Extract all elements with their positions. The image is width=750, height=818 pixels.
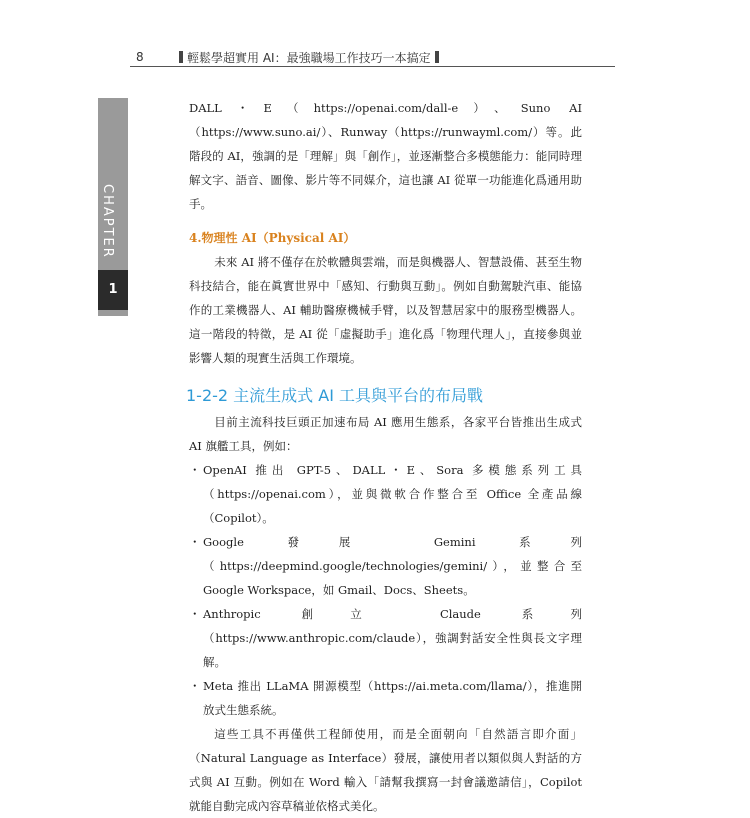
- physical-ai-paragraph: 未來 AI 將不僅存在於軟體與雲端，而是與機器人、智慧設備、甚至生物科技結合，能在眞實世界中「感知、行動與互動」。例如自動駕駛汽車、能協作的工業機器人、AI 輔助醫療機械手臂，以及智慧居家中的服務型機器人。這一階段的特徵，是 AI 從「虛擬助手」進化爲「物理代理人」，直接參與並影響人類的現實生活與工作環境。: [189, 255, 582, 365]
- list-item: [189, 530, 582, 602]
- closing-paragraph: 這些工具不再僅供工程師使用，而是全面朝向「自然語言即介面」（Natural Language as Interface）發展，讓使用者以類似與人對話的方式與 AI 互動。例如在 Word 輸入「請幫我撰寫一封會議邀請信」，Copilot 就能自動完成內容草稿並依格式美化。: [189, 727, 582, 813]
- title-bar-right: [435, 51, 439, 63]
- book-title: 輕鬆學超實用 AI：最強職場工作技巧一本搞定: [187, 51, 431, 65]
- chapter-number-box: [98, 270, 128, 310]
- list-item-text: Meta 推出 LLaMA 開源模型（https://ai.meta.com/llama/），推進開放式生態系統。: [203, 679, 582, 717]
- intro-paragraph: DALL・E（https://openai.com/dall-e）、Suno AI（https://www.suno.ai/）、Runway（https://runwayml.com/）等。此階段的 AI，強調的是「理解」與「創作」，並逐漸整合多模態能力：能同時理解文字、語音、圖像、影片等不同媒介，這也讓 AI 從單一功能進化爲通用助手。: [189, 101, 582, 211]
- chapter-number: 1: [108, 282, 118, 297]
- chapter-label: CHAPTER: [100, 184, 115, 259]
- list-item-text: Anthropic 創立 Claude 系列（https://www.anthropic.com/claude），強調對話安全性與長文字理解。: [203, 607, 582, 669]
- bullet-mark: ・: [189, 535, 201, 549]
- bullet-mark: ・: [189, 679, 201, 693]
- bullet-mark: ・: [189, 607, 201, 621]
- title-bar-left: [179, 51, 183, 63]
- section-title: 1-2-2 主流生成式 AI 工具與平台的布局戰: [186, 386, 484, 405]
- page-header: [130, 48, 615, 68]
- bullet-mark: ・: [189, 463, 201, 477]
- section-intro: 目前主流科技巨頭正加速布局 AI 應用生態系，各家平台皆推出生成式 AI 旗艦工具，例如：: [189, 415, 582, 453]
- list-item: [189, 458, 582, 530]
- header-rule: [130, 66, 615, 67]
- page-number: 8: [136, 50, 144, 64]
- list-item-text: OpenAI 推出 GPT-5、DALL・E、Sora 多模態系列工具（https://openai.com），並與微軟合作整合至 Office 全產品線（Copilot）。: [203, 463, 582, 525]
- physical-ai-heading: 4.物理性 AI（Physical AI）: [189, 231, 356, 245]
- list-item: [189, 674, 582, 722]
- list-item: [189, 602, 582, 674]
- list-item-text: Google 發展 Gemini 系列（https://deepmind.google/technologies/gemini/），並整合至 Google Workspace，如 Gmail、Docs、Sheets。: [203, 535, 582, 597]
- page-body: [186, 96, 582, 818]
- running-title: [175, 49, 443, 66]
